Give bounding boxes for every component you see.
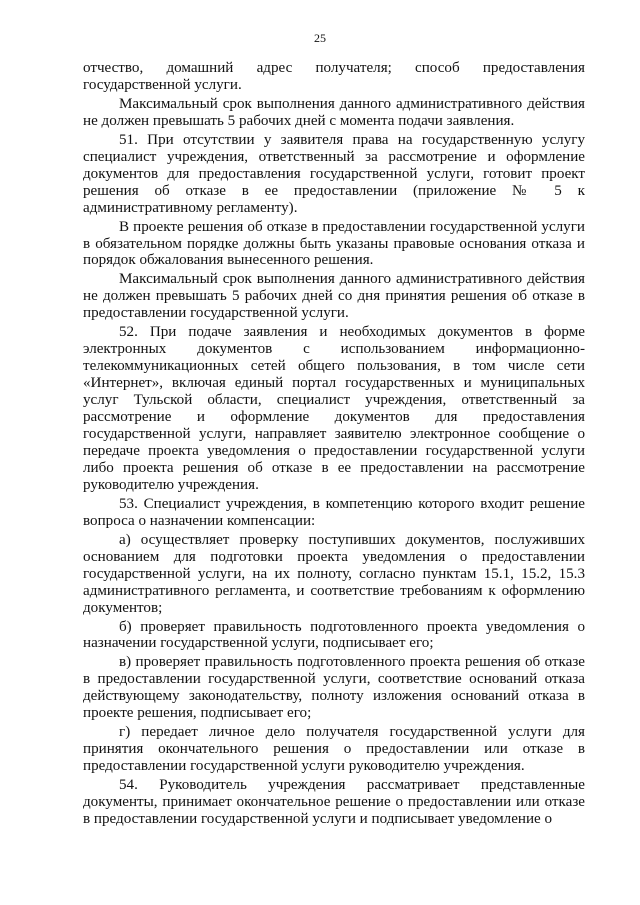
paragraph-51: 51. При отсутствии у заявителя права на государственную услугу специалист учреждения, ответственный за рассмотрение и оформление документов для предоставления государственной услуги, готовит проект решения об отказе в ее предоставлении (приложение № 5 к административному регламенту). bbox=[83, 131, 585, 216]
paragraph-53-a: а) осуществляет проверку поступивших документов, послуживших основанием для подготовки проекта уведомления о предоставлении государственной услуги, на их полноту, согласно пунктам 15.1, 15.2, 15.3 административного регламента, и соответствие требованиям к оформлению документов; bbox=[83, 531, 585, 616]
paragraph-53: 53. Специалист учреждения, в компетенцию которого входит решение вопроса о назначении компенсации: bbox=[83, 495, 585, 529]
paragraph-deadline-1: Максимальный срок выполнения данного административного действия не должен превышать 5 рабочих дней с момента подачи заявления. bbox=[83, 95, 585, 129]
page-number: 25 bbox=[314, 31, 326, 45]
paragraph-53-g: г) передает личное дело получателя государственной услуги для принятия окончательного решения о предоставлении или отказе в предоставлении государственной услуги руководителю учреждения. bbox=[83, 724, 585, 775]
paragraph-refusal-grounds: В проекте решения об отказе в предоставлении государственной услуги в обязательном порядке должны быть указаны правовые основания отказа и порядок обжалования вынесенного решения. bbox=[83, 218, 585, 269]
paragraph-54: 54. Руководитель учреждения рассматривает представленные документы, принимает окончательное решение о предоставлении или отказе в предоставлении государственной услуги и подписывает уведомление о bbox=[83, 777, 585, 827]
paragraph-52: 52. При подаче заявления и необходимых документов в форме электронных документов с использованием информационно-телекоммуникационных сетей общего пользования, в том числе сети «Интернет», включая единый портал государственных и муниципальных услуг Тульской области, специалист учреждения, ответственный за рассмотрение и оформление документов для предоставления государственной услуги, направляет заявителю электронное сообщение о передаче проекта уведомления о предоставлении государственной услуги либо проекта решения об отказе в ее предоставлении на рассмотрение руководителю учреждения. bbox=[83, 324, 585, 493]
paragraph-deadline-2: Максимальный срок выполнения данного административного действия не должен превышать 5 рабочих дней со дня принятия решения об отказе в предоставлении государственной услуги. bbox=[83, 271, 585, 322]
paragraph-53-b: б) проверяет правильность подготовленного проекта уведомления о назначении государственной услуги, подписывает его; bbox=[83, 618, 585, 652]
paragraph-continuation: отчество, домашний адрес получателя; способ предоставления государственной услуги. bbox=[83, 60, 585, 93]
document-body bbox=[83, 60, 585, 830]
paragraph-53-v: в) проверяет правильность подготовленного проекта решения об отказе в предоставлении государственной услуги, соответствие оснований отказа действующему законодательству, полноту изложения оснований отказа в проекте решения, подписывает его; bbox=[83, 654, 585, 722]
